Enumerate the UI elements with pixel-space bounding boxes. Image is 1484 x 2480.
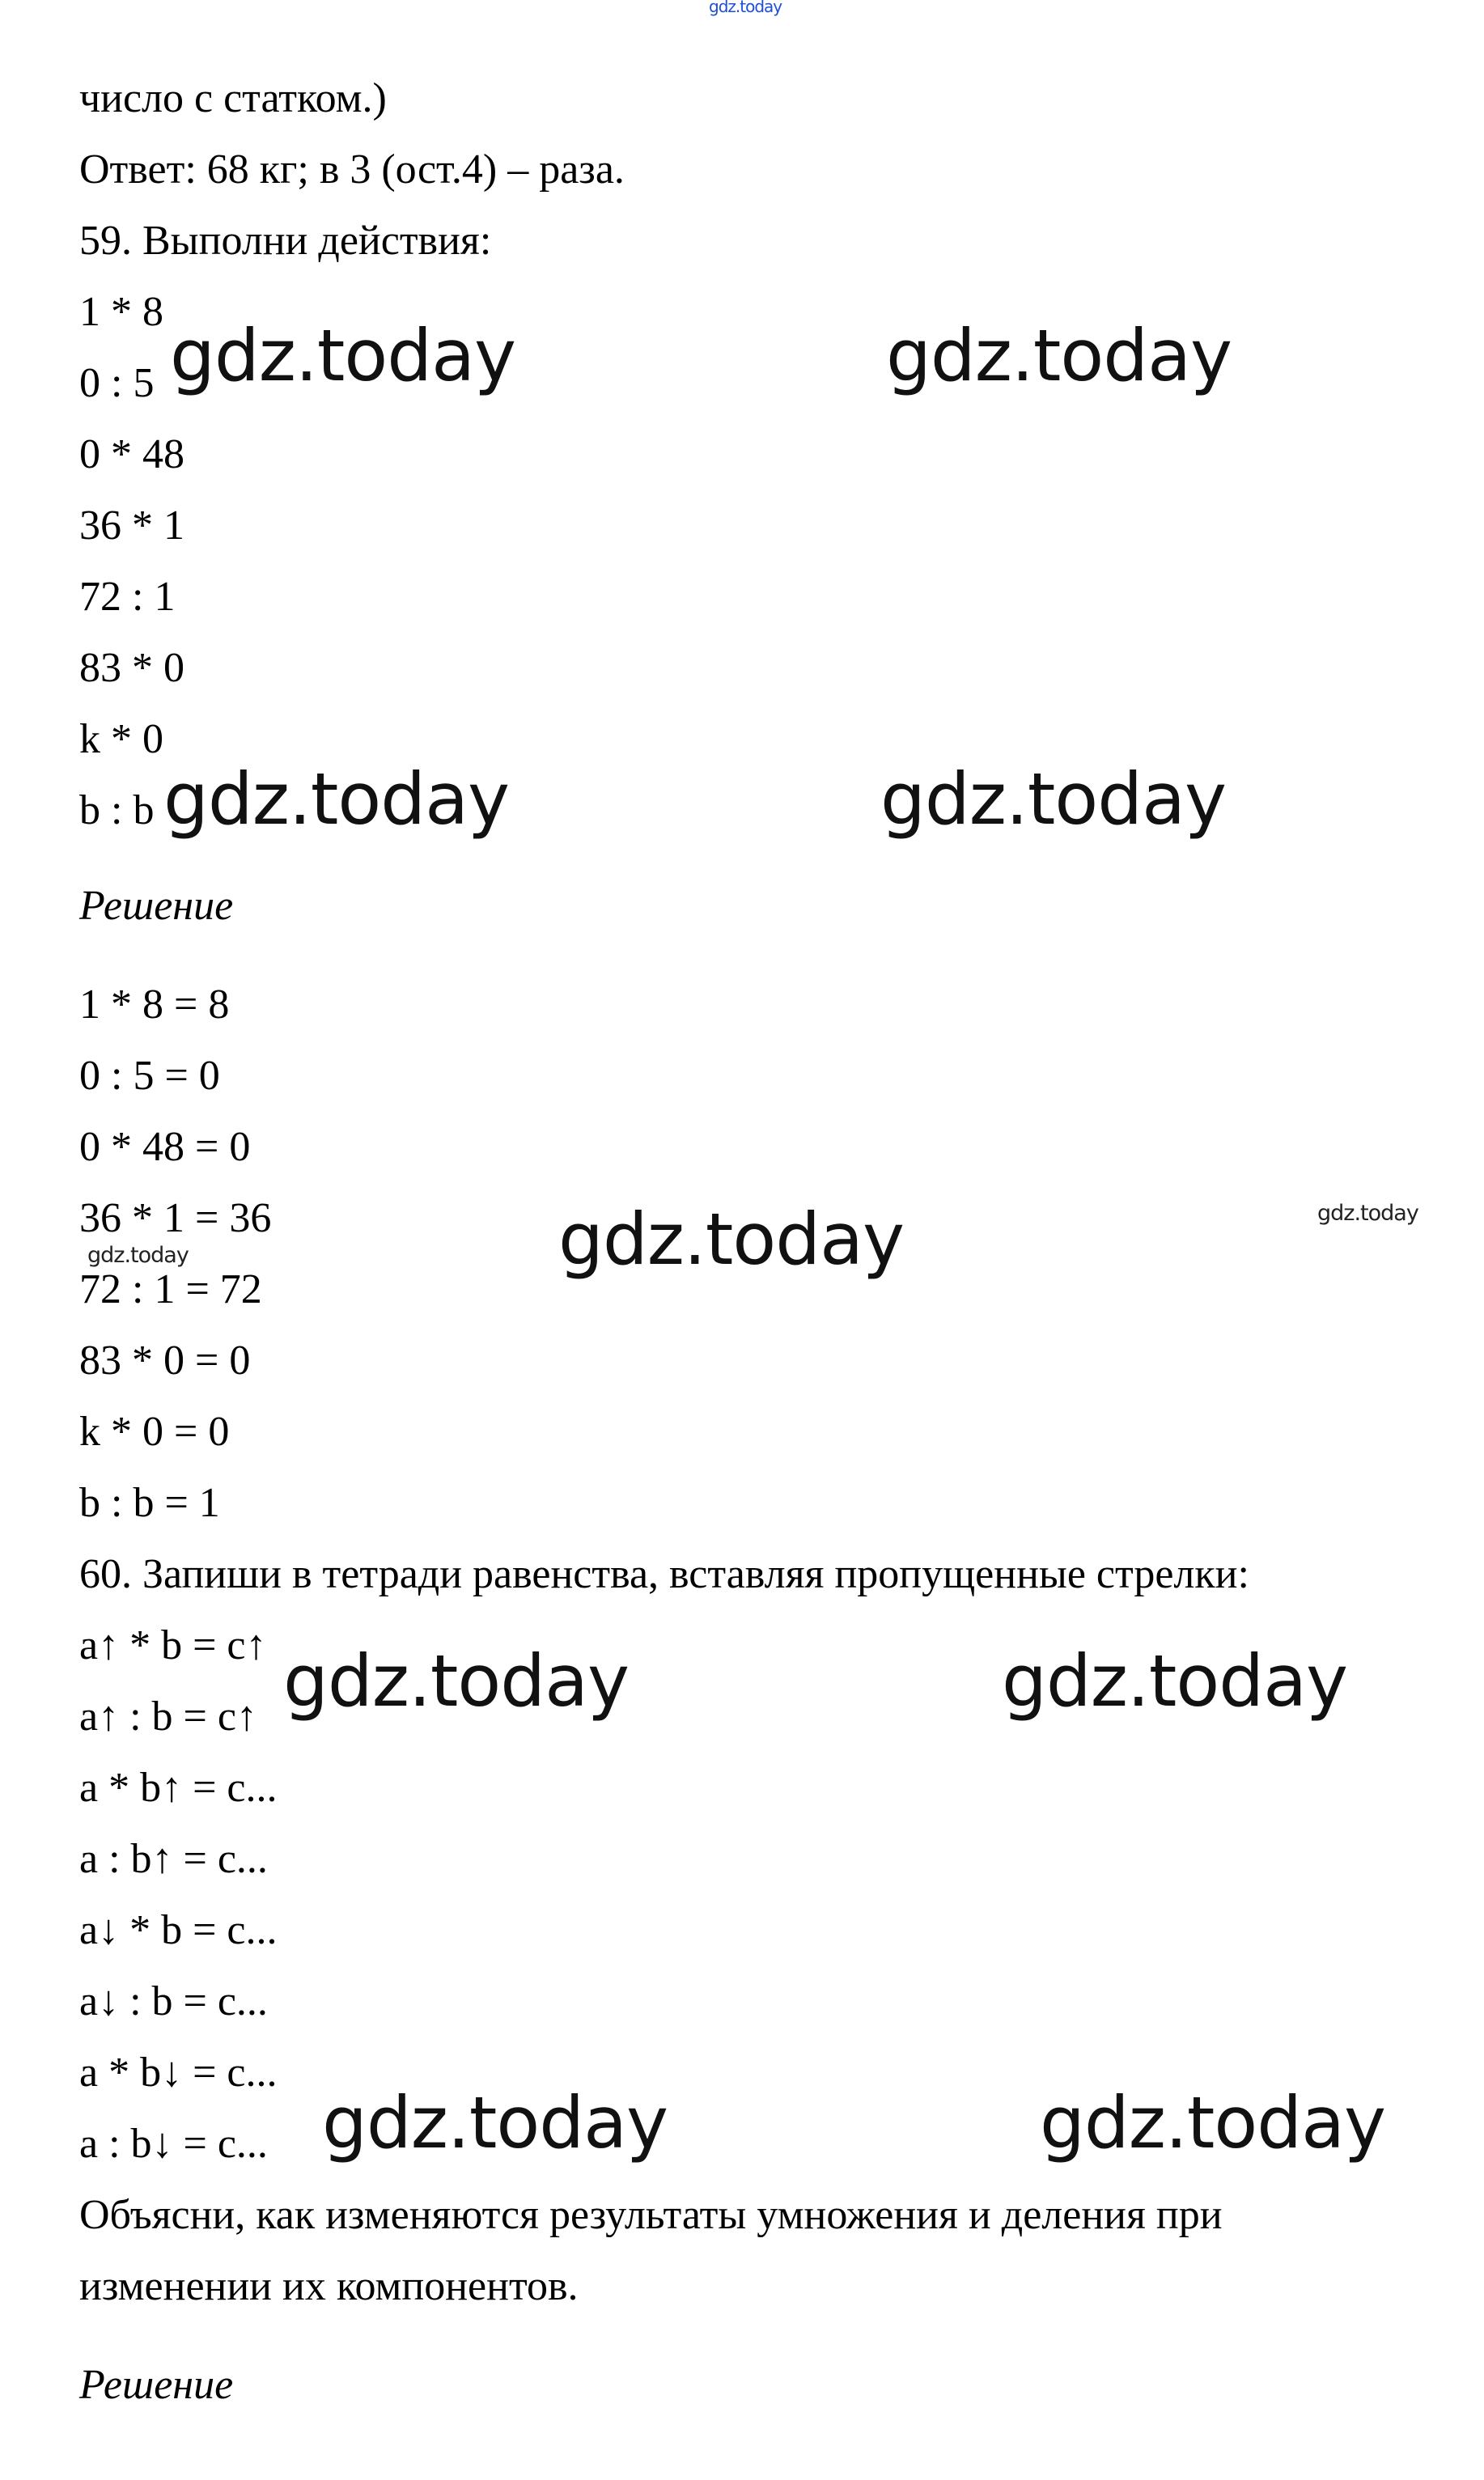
equation: 36 * 1 = 36 bbox=[79, 1195, 272, 1241]
equation: 83 * 0 = 0 bbox=[79, 1338, 251, 1384]
expression: 1 * 8 bbox=[79, 289, 163, 335]
watermark: gdz.today bbox=[283, 1639, 630, 1723]
expression: 0 * 48 bbox=[79, 431, 184, 477]
watermark: gdz.today bbox=[886, 314, 1232, 397]
equation: a↓ : b = c... bbox=[79, 1978, 268, 2024]
explanation-line: Объясни, как изменяются результаты умножения и деления при bbox=[79, 2192, 1223, 2238]
solution-heading: Решение bbox=[79, 883, 234, 929]
equation: 72 : 1 = 72 bbox=[79, 1266, 262, 1312]
equation: a * b↑ = c... bbox=[79, 1765, 278, 1811]
task-heading: 59. Выполни действия: bbox=[79, 218, 492, 264]
equation: 0 * 48 = 0 bbox=[79, 1124, 251, 1170]
expression: b : b bbox=[79, 787, 155, 833]
equation: 0 : 5 = 0 bbox=[79, 1053, 220, 1099]
equation: k * 0 = 0 bbox=[79, 1409, 230, 1455]
explanation-line: изменении их компонентов. bbox=[79, 2263, 579, 2309]
watermark: gdz.today bbox=[558, 1198, 905, 1281]
text-line: число с статком.) bbox=[79, 75, 387, 121]
task-heading: 60. Запиши в тетради равенства, вставляя пропущенные стрелки: bbox=[79, 1551, 1249, 1597]
equation: a↑ : b = c↑ bbox=[79, 1694, 257, 1740]
expression: 0 : 5 bbox=[79, 360, 155, 406]
expression: k * 0 bbox=[79, 716, 163, 762]
expression: 72 : 1 bbox=[79, 574, 176, 620]
watermark: gdz.today bbox=[880, 757, 1227, 841]
expression: 83 * 0 bbox=[79, 645, 184, 691]
equation: 1 * 8 = 8 bbox=[79, 981, 230, 1028]
equation: a * b↓ = c... bbox=[79, 2050, 278, 2096]
watermark-small: gdz.today bbox=[1317, 1201, 1418, 1226]
watermark-top: gdz.today bbox=[709, 0, 782, 16]
watermark: gdz.today bbox=[170, 314, 516, 397]
watermark: gdz.today bbox=[163, 757, 510, 841]
watermark: gdz.today bbox=[322, 2081, 668, 2164]
equation: b : b = 1 bbox=[79, 1480, 220, 1526]
expression: 36 * 1 bbox=[79, 502, 184, 549]
answer-line: Ответ: 68 кг; в 3 (ост.4) – раза. bbox=[79, 146, 625, 193]
equation: a↓ * b = c... bbox=[79, 1907, 278, 1953]
watermark-small: gdz.today bbox=[87, 1243, 189, 1268]
watermark: gdz.today bbox=[1002, 1639, 1348, 1723]
equation: a : b↑ = c... bbox=[79, 1836, 268, 1882]
equation: a↑ * b = c↑ bbox=[79, 1622, 267, 1668]
solution-heading: Решение bbox=[79, 2362, 234, 2408]
equation: a : b↓ = c... bbox=[79, 2121, 268, 2167]
watermark: gdz.today bbox=[1040, 2081, 1386, 2164]
